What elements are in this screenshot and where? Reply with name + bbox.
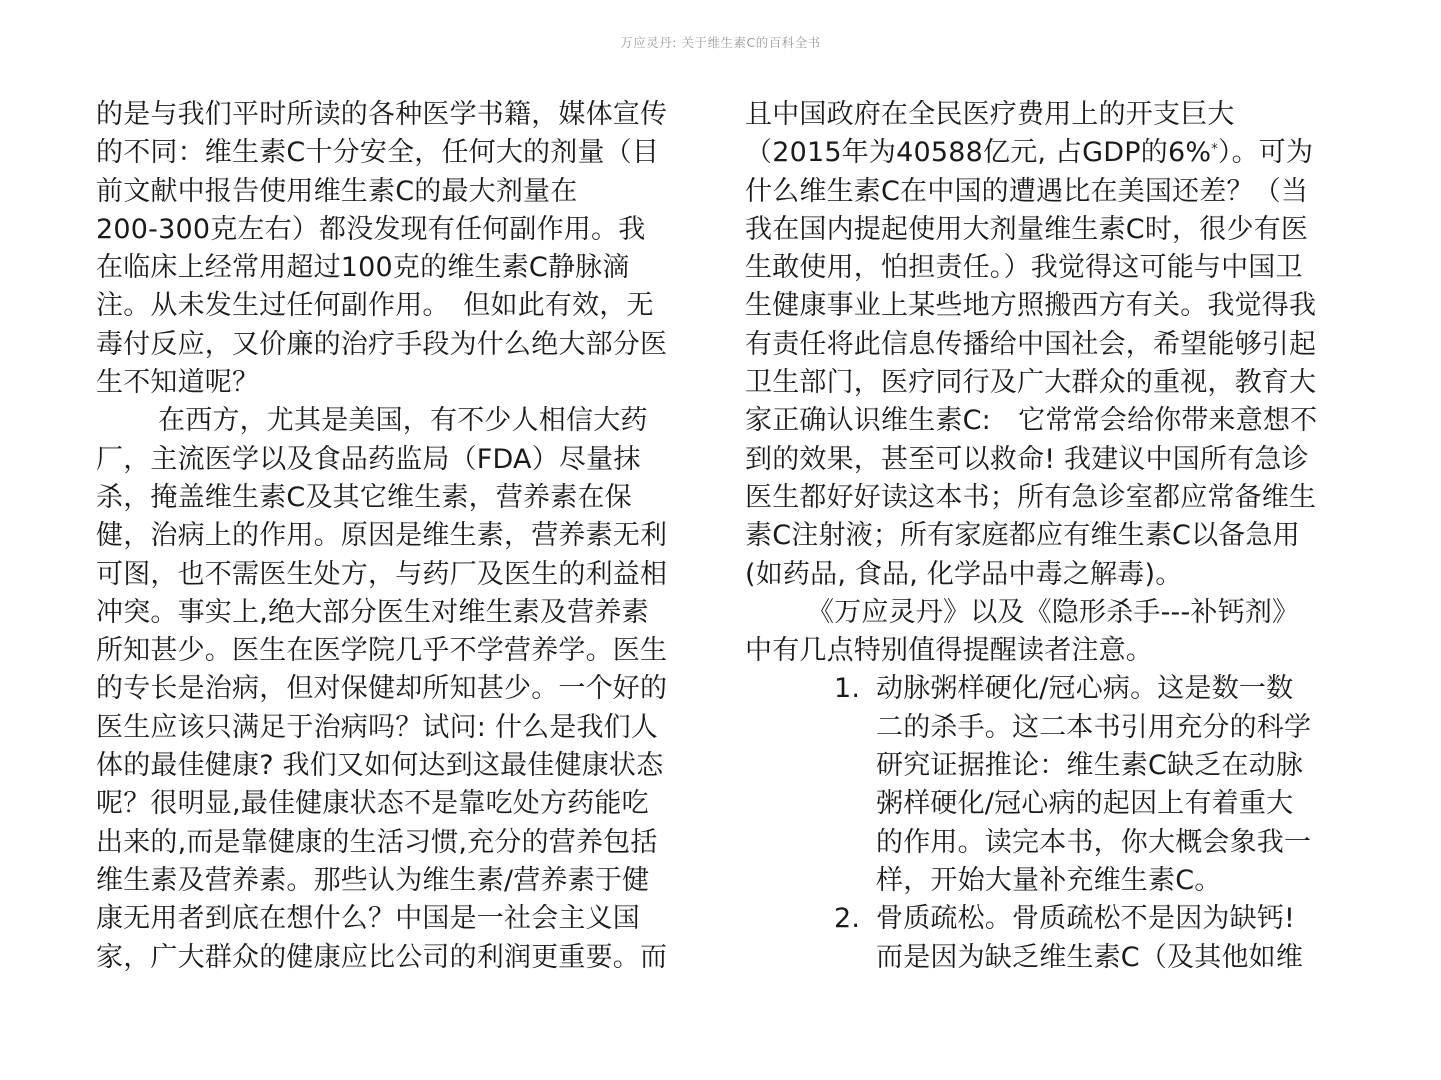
text-line: 卫生部门，医疗同行及广大群众的重视，教育大 bbox=[745, 367, 1317, 399]
text-fragment: （2015年为40588亿元, 占GDP的6% bbox=[745, 137, 1212, 169]
left-column bbox=[96, 96, 708, 977]
text-fragment: ）。可为 bbox=[1217, 137, 1314, 169]
list-number: 1. bbox=[834, 673, 861, 705]
paragraph bbox=[745, 594, 1355, 671]
text-line: 二的杀手。这二本书引用充分的科学 bbox=[876, 711, 1312, 743]
paragraph bbox=[96, 402, 708, 976]
text-line: 生不知道呢？ bbox=[96, 367, 260, 399]
text-line: 家正确认识维生素C: 它常常会给你带来意想不 bbox=[745, 405, 1318, 437]
paragraph bbox=[745, 96, 1355, 594]
text-line: 研究证据推论：维生素C缺乏在动脉 bbox=[876, 750, 1304, 782]
footnote-marker: * bbox=[1211, 142, 1218, 158]
text-line: 的是与我们平时所读的各种医学书籍，媒体宣传 bbox=[96, 99, 668, 130]
paragraph bbox=[96, 96, 708, 402]
text-line bbox=[745, 134, 1355, 172]
text-line: 而是因为缺乏维生素C（及其他如维 bbox=[876, 941, 1304, 973]
text-line: 生敢使用，怕担责任。）我觉得这可能与中国卫 bbox=[745, 252, 1303, 284]
text-line: (如药品, 食品, 化学品中毒之解毒)。 bbox=[745, 558, 1183, 590]
text-line: 的专长是治病，但对保健却所知甚少。一个好的 bbox=[96, 673, 668, 705]
text-line: 的不同：维生素C十分安全，任何大的剂量（目 bbox=[96, 137, 660, 169]
text-line: 粥样硬化/冠心病的起因上有着重大 bbox=[876, 788, 1294, 820]
text-line: 呢？很明显,最佳健康状态不是靠吃处方药能吃 bbox=[96, 788, 649, 820]
text-line: 前文献中报告使用维生素C的最大剂量在 bbox=[96, 175, 578, 207]
list-item bbox=[745, 900, 1355, 977]
text-line: 的作用。读完本书，你大概会象我一 bbox=[876, 826, 1312, 858]
text-line: 出来的,而是靠健康的生活习惯,充分的营养包括 bbox=[96, 826, 658, 858]
text-line: 杀，掩盖维生素C及其它维生素，营养素在保 bbox=[96, 481, 632, 513]
text-line: 样，开始大量补充维生素C。 bbox=[876, 864, 1222, 896]
text-line: 健，治病上的作用。原因是维生素，营养素无利 bbox=[96, 520, 668, 552]
text-line: 医生都好好读这本书；所有急诊室都应常备维生 bbox=[745, 481, 1317, 513]
text-line: 什么维生素C在中国的遭遇比在美国还差？（当 bbox=[745, 175, 1309, 207]
text-line: 动脉粥样硬化/冠心病。这是数一数 bbox=[876, 673, 1294, 705]
text-line: 中有几点特别值得提醒读者注意。 bbox=[745, 635, 1153, 667]
text-line: 康无用者到底在想什么？中国是一社会主义国 bbox=[96, 903, 640, 935]
text-line: 家，广大群众的健康应比公司的利润更重要。而 bbox=[96, 941, 668, 973]
text-line: 到的效果，甚至可以救命! 我建议中国所有急诊 bbox=[745, 443, 1309, 475]
text-line: 毒付反应，又价廉的治疗手段为什么绝大部分医 bbox=[96, 328, 668, 360]
text-line: 在西方，尤其是美国，有不少人相信大药 bbox=[158, 405, 648, 437]
running-header: 万应灵丹: 关于维生素C的百科全书 bbox=[620, 35, 821, 50]
text-line: 维生素及营养素。那些认为维生素/营养素于健 bbox=[96, 864, 650, 896]
text-line: 冲突。事实上,绝大部分医生对维生素及营养素 bbox=[96, 596, 649, 628]
text-line: 体的最佳健康? 我们又如何达到这最佳健康状态 bbox=[96, 750, 664, 782]
text-line: 厂，主流医学以及食品药监局（FDA）尽量抹 bbox=[96, 443, 641, 475]
text-line: 所知甚少。医生在医学院几乎不学营养学。医生 bbox=[96, 635, 668, 667]
text-line: 我在国内提起使用大剂量维生素C时，很少有医 bbox=[745, 213, 1309, 245]
text-line: 医生应该只满足于治病吗？试问: 什么是我们人 bbox=[96, 711, 659, 743]
text-line: 《万应灵丹》以及《隐形杀手---补钙剂》 bbox=[807, 596, 1300, 628]
right-column bbox=[745, 96, 1355, 977]
text-line: 有责任将此信息传播给中国社会，希望能够引起 bbox=[745, 328, 1317, 360]
text-line: 骨质疏松。骨质疏松不是因为缺钙! bbox=[876, 903, 1296, 935]
list-number: 2. bbox=[834, 903, 861, 935]
text-line: 生健康事业上某些地方照搬西方有关。我觉得我 bbox=[745, 290, 1317, 322]
text-line: 且中国政府在全民医疗费用上的开支巨大 bbox=[745, 99, 1235, 130]
text-line: 200-300克左右）都没发现有任何副作用。我 bbox=[96, 213, 646, 245]
text-line: 在临床上经常用超过100克的维生素C静脉滴 bbox=[96, 252, 630, 284]
list-item bbox=[745, 670, 1355, 900]
text-line: 素C注射液；所有家庭都应有维生素C以备急用 bbox=[745, 520, 1300, 552]
text-line: 注。从未发生过任何副作用。 但如此有效，无 bbox=[96, 290, 654, 322]
text-line: 可图，也不需医生处方，与药厂及医生的利益相 bbox=[96, 558, 668, 590]
